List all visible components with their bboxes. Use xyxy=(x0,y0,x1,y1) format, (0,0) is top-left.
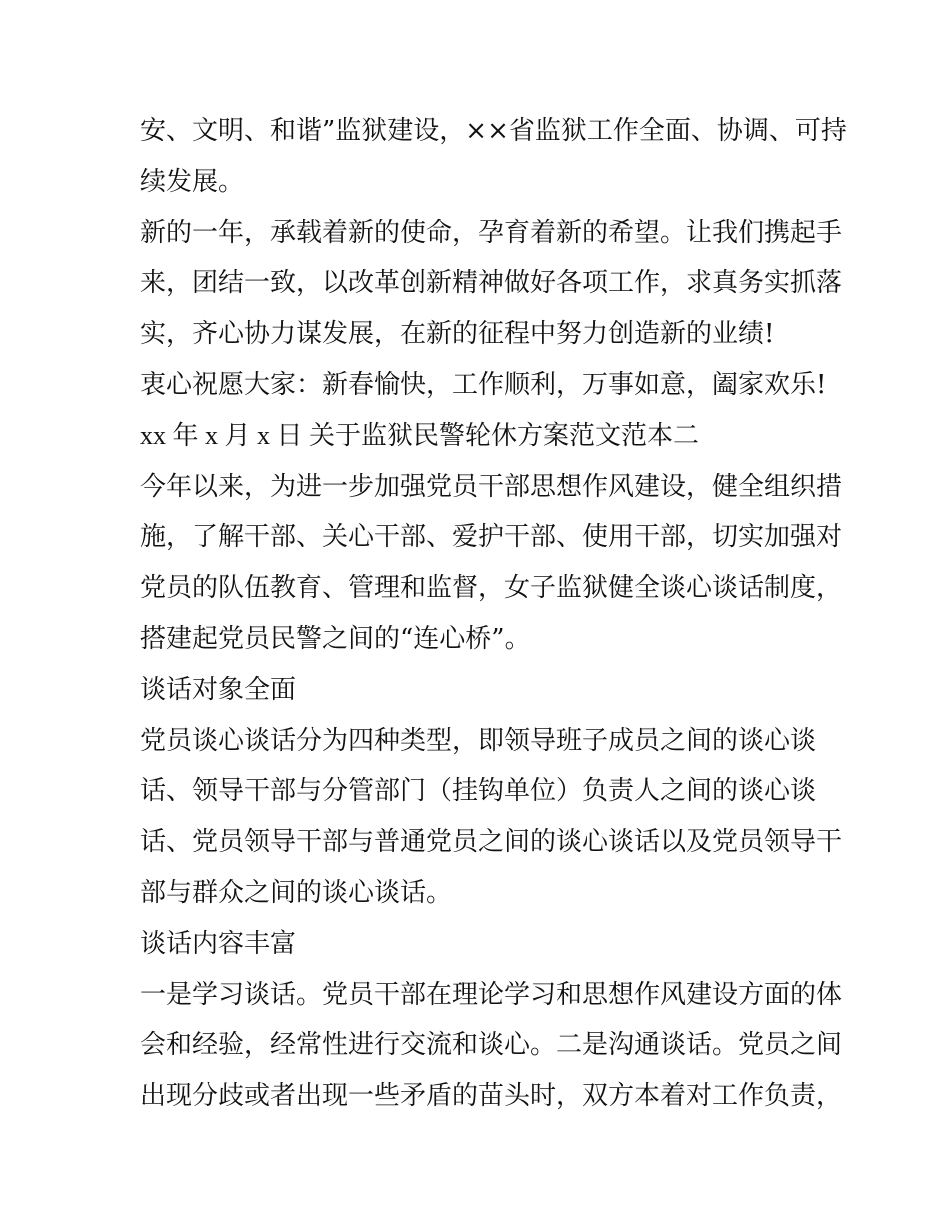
text-line: 衷心祝愿大家：新春愉快，工作顺利，万事如意，阖家欢乐! xyxy=(140,369,827,400)
date-and-title-line: xx 年 x 月 x 日 关于监狱民警轮休方案范文范本二 xyxy=(140,420,700,450)
text-line: 实，齐心协力谋发展，在新的征程中努力创造新的业绩! xyxy=(140,319,775,350)
text-line: 搭建起党员民警之间的“连心桥”。 xyxy=(140,623,531,654)
text-line: 话、党员领导干部与普通党员之间的谈心谈话以及党员领导干 xyxy=(140,827,843,858)
text-line: 新的一年，承载着新的使命，孕育着新的希望。让我们携起手 xyxy=(140,217,843,248)
text-line: 施，了解干部、关心干部、爱护干部、使用干部，切实加强对 xyxy=(140,522,843,553)
text-line: 续发展。 xyxy=(140,166,245,197)
text-line: 话、领导干部与分管部门（挂钩单位）负责人之间的谈心谈 xyxy=(140,776,817,807)
text-line: 出现分歧或者出现一些矛盾的苗头时，双方本着对工作负责， xyxy=(140,1081,843,1112)
text-line: 会和经验，经常性进行交流和谈心。二是沟通谈话。党员之间 xyxy=(140,1030,843,1061)
text-line: 安、文明、和谐”监狱建设，××省监狱工作全面、协调、可持 xyxy=(140,116,847,146)
text-line: 来，团结一致，以改革创新精神做好各项工作，求真务实抓落 xyxy=(140,268,843,299)
section-heading: 谈话内容丰富 xyxy=(140,928,297,959)
text-line: 一是学习谈话。党员干部在理论学习和思想作风建设方面的体 xyxy=(140,979,843,1010)
text-line: 党员谈心谈话分为四种类型，即领导班子成员之间的谈心谈 xyxy=(140,725,817,756)
section-heading: 谈话对象全面 xyxy=(140,674,297,705)
document-body xyxy=(140,106,847,1122)
text-line: 今年以来，为进一步加强党员干部思想作风建设，健全组织措 xyxy=(140,471,843,502)
text-line: 党员的队伍教育、管理和监督，女子监狱健全谈心谈话制度， xyxy=(140,573,843,604)
text-line: 部与群众之间的谈心谈话。 xyxy=(140,877,453,908)
